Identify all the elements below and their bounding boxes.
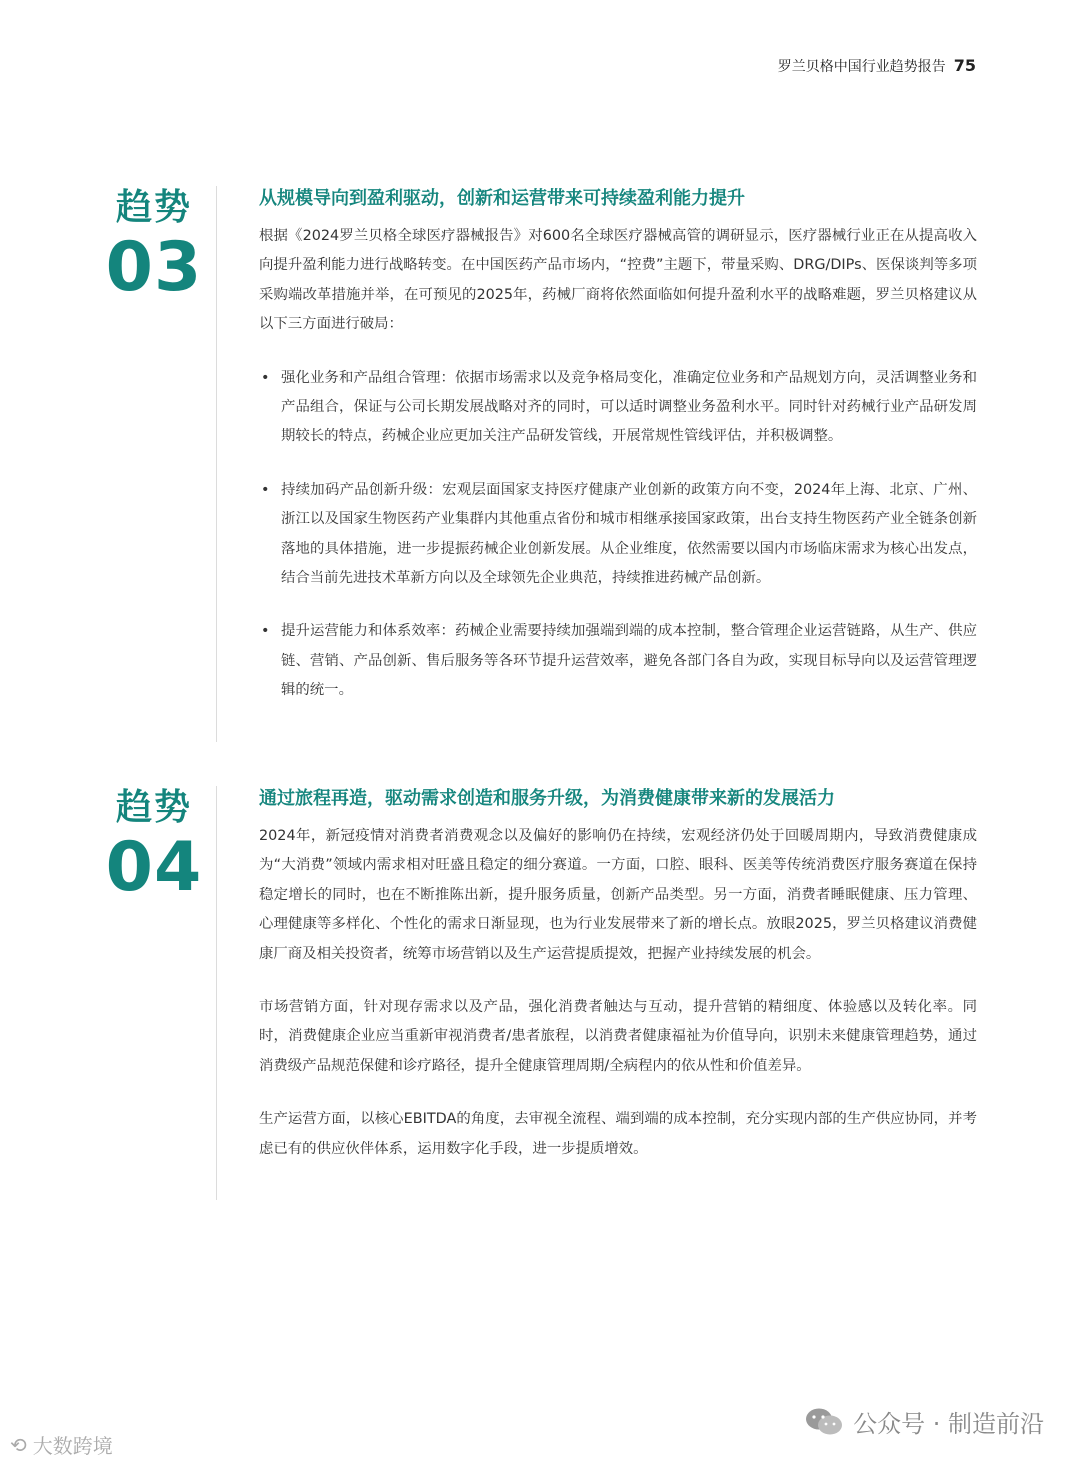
bullet-dot-icon: • xyxy=(261,369,270,386)
trend-03-content xyxy=(259,186,977,706)
corner-watermark-text: 大数跨境 xyxy=(32,1434,113,1458)
trend-word: 趋势 xyxy=(115,187,192,228)
bullet-item: • 提升运营能力和体系效率：药械企业需要持续加强端到端的成本控制，整合管理企业运营链路，从生产、供应链、营销、产品创新、售后服务等各环节提升运营效率，避免各部门各自为政，实现目标导向以及运营管理逻辑的统一。 xyxy=(259,617,977,705)
section-heading: 从规模导向到盈利驱动，创新和运营带来可持续盈利能力提升 xyxy=(259,188,745,209)
vertical-divider xyxy=(216,786,217,1200)
body-paragraph: 2024年，新冠疫情对消费者消费观念以及偏好的影响仍在持续，宏观经济仍处于回暖周期内，导致消费健康成为“大消费”领域内需求相对旺盛且稳定的细分赛道。一方面，口腔、眼科、医美等传统消费医疗服务赛道在保持稳定增长的同时，也在不断推陈出新，提升服务质量，创新产品类型。另一方面，消费者睡眠健康、压力管理、心理健康等多样化、个性化的需求日渐显现，也为行业发展带来了新的增长点。放眼2025，罗兰贝格建议消费健康厂商及相关投资者，统筹市场营销以及生产运营提质提效，把握产业持续发展的机会。 xyxy=(259,828,977,962)
page-header xyxy=(778,56,976,76)
brand-logo-icon: ⟲ xyxy=(10,1432,27,1457)
trend-word: 趋势 xyxy=(115,787,192,828)
bullet-dot-icon: • xyxy=(261,481,270,498)
body-paragraph: 市场营销方面，针对现存需求以及产品，强化消费者触达与互动，提升营销的精细度、体验感以及转化率。同时，消费健康企业应当重新审视消费者/患者旅程，以消费者健康福祉为价值导向，识别未来健康管理趋势，通过消费级产品规范保健和诊疗路径，提升全健康管理周期/全病程内的依从性和价值差异。 xyxy=(259,999,977,1074)
trend-number: 03 xyxy=(105,228,203,307)
vertical-divider xyxy=(216,186,217,742)
bullet-list xyxy=(259,364,977,706)
section-heading: 通过旅程再造，驱动需求创造和服务升级，为消费健康带来新的发展活力 xyxy=(259,788,835,809)
corner-watermark xyxy=(10,1430,113,1459)
trend-number: 04 xyxy=(105,828,203,907)
wechat-watermark xyxy=(805,1404,1044,1439)
page-number: 75 xyxy=(953,56,976,75)
wechat-icon xyxy=(805,1407,843,1437)
intro-paragraph: 根据《2024罗兰贝格全球医疗器械报告》对600名全球医疗器械高管的调研显示，医疗器械行业正在从提高收入向提升盈利能力进行战略转变。在中国医药产品市场内，“控费”主题下，带量采购、DRG/DIPs、医保谈判等多项采购端改革措施并举，在可预见的2025年，药械厂商将依然面临如何提升盈利水平的战略难题，罗兰贝格建议从以下三方面进行破局： xyxy=(259,228,977,333)
bullet-item: • 持续加码产品创新升级：宏观层面国家支持医疗健康产业创新的政策方向不变，2024年上海、北京、广州、浙江以及国家生物医药产业集群内其他重点省份和城市相继承接国家政策，出台支持生物医药产业全链条创新落地的具体措施，进一步提振药械企业创新发展。从企业维度，依然需要以国内市场临床需求为核心出发点，结合当前先进技术革新方向以及全球领先企业典范，持续推进药械产品创新。 xyxy=(259,476,977,594)
trend-04-label xyxy=(104,786,204,907)
trend-04-content xyxy=(259,786,977,1164)
bullet-item: • 强化业务和产品组合管理：依据市场需求以及竞争格局变化，准确定位业务和产品规划方向，灵活调整业务和产品组合，保证与公司长期发展战略对齐的同时，可以适时调整业务盈利水平。同时针对药械行业产品研发周期较长的特点，药械企业应更加关注产品研发管线，开展常规性管线评估，并积极调整。 xyxy=(259,364,977,452)
report-title: 罗兰贝格中国行业趋势报告 xyxy=(777,59,946,75)
bullet-dot-icon: • xyxy=(261,623,270,640)
body-paragraph: 生产运营方面，以核心EBITDA的角度，去审视全流程、端到端的成本控制，充分实现内部的生产供应协同，并考虑已有的供应伙伴体系，运用数字化手段，进一步提质增效。 xyxy=(259,1111,977,1157)
wechat-watermark-text: 公众号 · 制造前沿 xyxy=(853,1410,1044,1438)
trend-03-label xyxy=(104,186,204,307)
